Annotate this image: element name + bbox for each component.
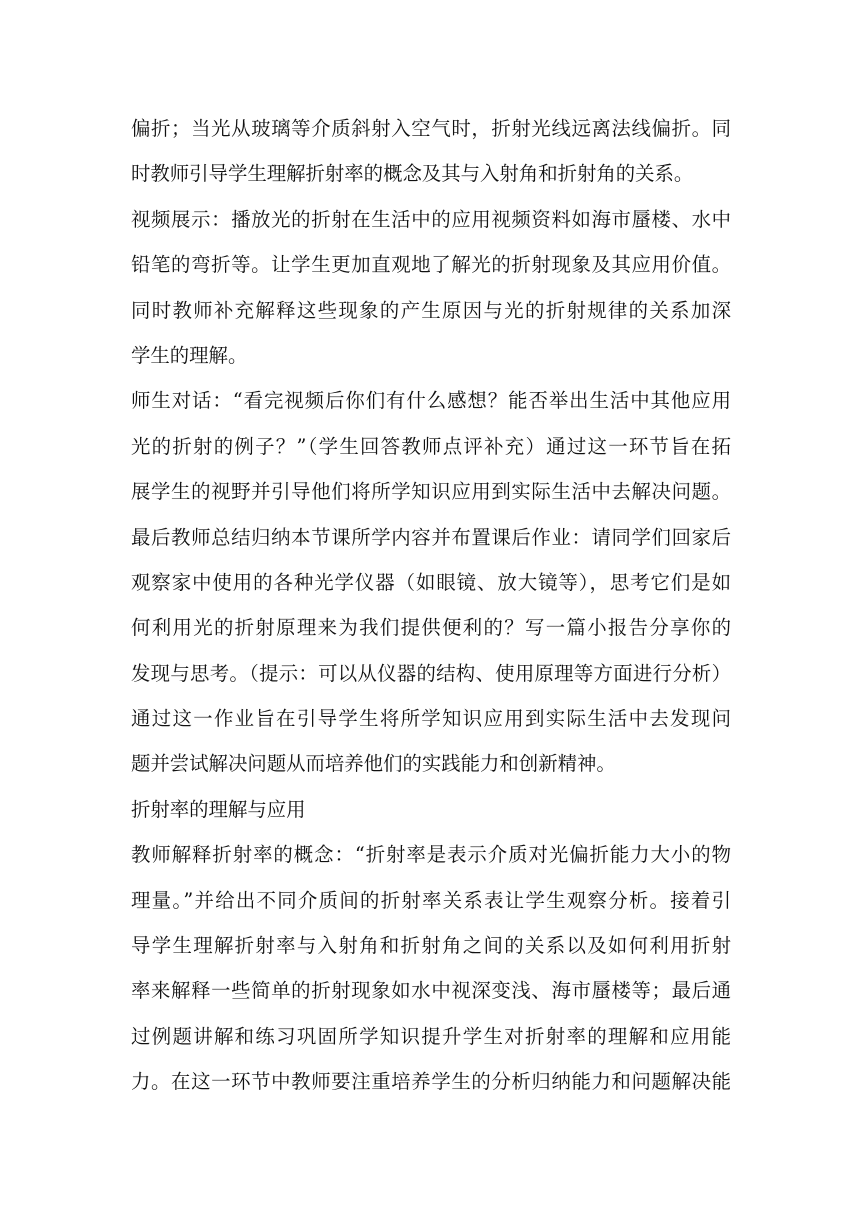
text-line: 时教师引导学生理解折射率的概念及其与入射角和折射角的关系。 bbox=[131, 162, 694, 186]
text-line: 过例题讲解和练习巩固所学知识提升学生对折射率的理解和应用能 bbox=[131, 1024, 731, 1048]
text-line: 题并尝试解决问题从而培养他们的实践能力和创新精神。 bbox=[131, 752, 616, 776]
text-line: 学生的理解。 bbox=[131, 343, 248, 367]
text-line: 观察家中使用的各种光学仪器（如眼镜、放大镜等），思考它们是如 bbox=[131, 570, 731, 594]
text-line: 通过这一作业旨在引导学生将所学知识应用到实际生活中去发现问 bbox=[131, 707, 731, 731]
text-line: 展学生的视野并引导他们将所学知识应用到实际生活中去解决问题。 bbox=[131, 480, 731, 504]
document-body bbox=[131, 106, 731, 1105]
text-line: 同时教师补充解释这些现象的产生原因与光的折射规律的关系加深 bbox=[131, 298, 731, 322]
text-line: 最后教师总结归纳本节课所学内容并布置课后作业：请同学们回家后 bbox=[131, 525, 731, 549]
text-line: 铅笔的弯折等。让学生更加直观地了解光的折射现象及其应用价值。 bbox=[131, 253, 731, 277]
text-line: 师生对话：“看完视频后你们有什么感想？能否举出生活中其他应用 bbox=[131, 389, 731, 413]
text-line: 光的折射的例子？”（学生回答教师点评补充）通过这一环节旨在拓 bbox=[131, 434, 731, 458]
text-line: 何利用光的折射原理来为我们提供便利的？写一篇小报告分享你的 bbox=[131, 616, 731, 640]
text-line: 教师解释折射率的概念：“折射率是表示介质对光偏折能力大小的物 bbox=[131, 843, 731, 867]
text-line: 理量。”并给出不同介质间的折射率关系表让学生观察分析。接着引 bbox=[131, 888, 731, 912]
text-line: 发现与思考。（提示：可以从仪器的结构、使用原理等方面进行分析） bbox=[131, 661, 731, 685]
section-heading: 折射率的理解与应用 bbox=[131, 797, 306, 821]
text-line: 率来解释一些简单的折射现象如水中视深变浅、海市蜃楼等；最后通 bbox=[131, 979, 731, 1003]
text-line: 力。在这一环节中教师要注重培养学生的分析归纳能力和问题解决能 bbox=[131, 1070, 731, 1094]
text-line: 导学生理解折射率与入射角和折射角之间的关系以及如何利用折射 bbox=[131, 934, 731, 958]
text-line: 偏折；当光从玻璃等介质斜射入空气时，折射光线远离法线偏折。同 bbox=[131, 117, 731, 140]
text-line: 视频展示：播放光的折射在生活中的应用视频资料如海市蜃楼、水中 bbox=[131, 207, 731, 231]
